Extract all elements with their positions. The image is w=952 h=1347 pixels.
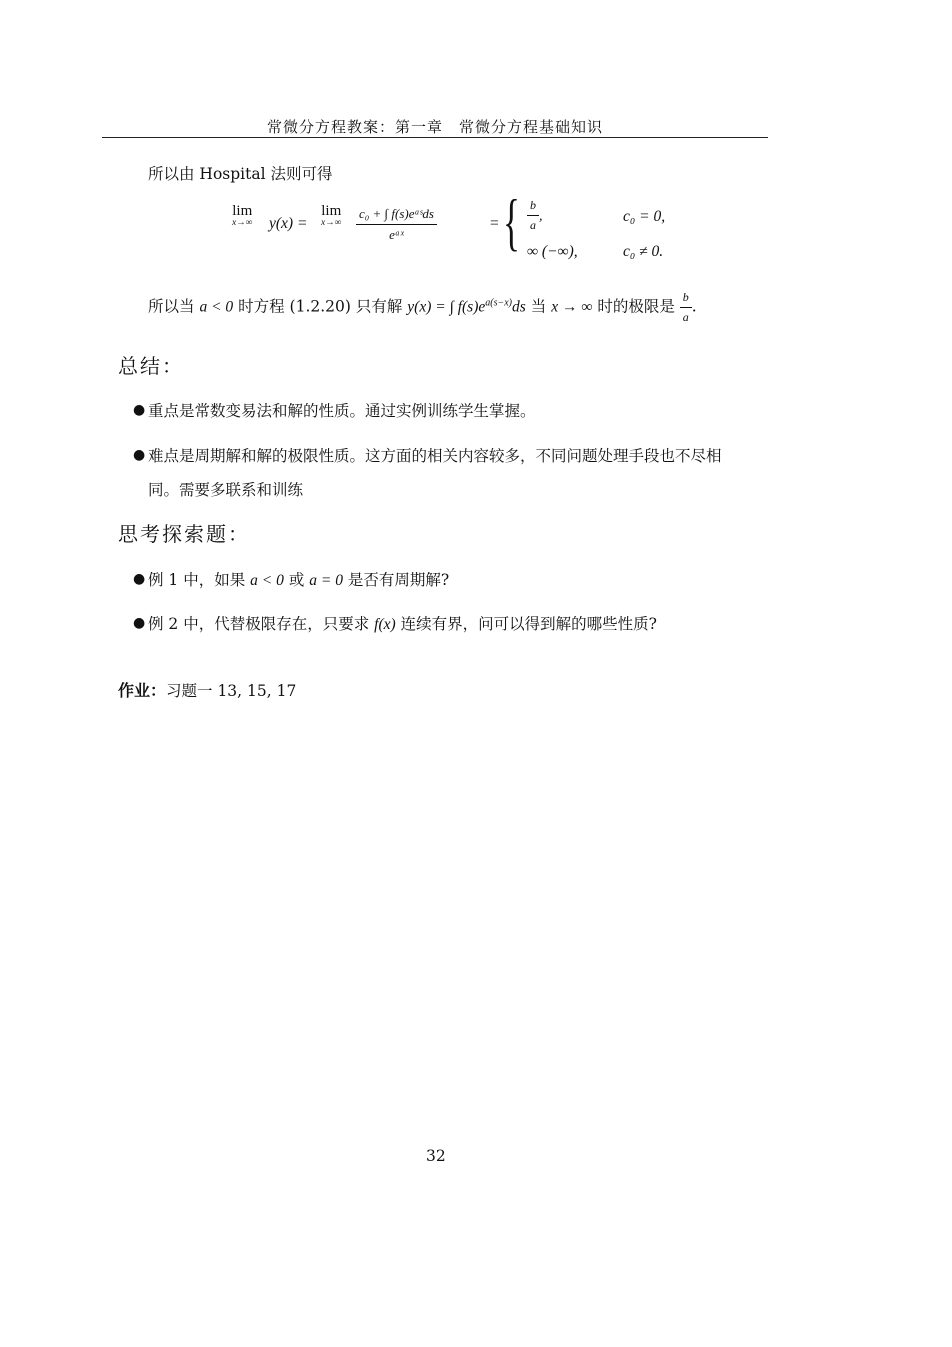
bullet-icon: ● — [133, 615, 146, 631]
intro-text: 所以由 Hospital 法则可得 — [148, 165, 333, 183]
limit-equation — [232, 203, 253, 228]
limit-fraction: $\frac{b}{a}$ — [680, 290, 692, 325]
page-number: 32 — [426, 1147, 446, 1165]
case1-value: $\frac{b}{a}$ , — [527, 198, 543, 233]
homework-text: 习题一 13, 15, 17 — [166, 682, 297, 700]
bullet-icon: ● — [133, 571, 146, 587]
conclusion-line: 所以当 a < 0 时方程 (1.2.20) 只有解 y(x) = ∫ $f(s)e^{a(s-x)}ds$ 当 x → ∞ 时的极限是 $\frac{b}{a}$ . — [148, 290, 697, 324]
homework-label: 作业： — [118, 681, 167, 700]
main-fraction — [356, 206, 437, 243]
case-brace: { — [503, 186, 520, 257]
page-header: 常微分方程教案：第一章 常微分方程基础知识 — [266, 118, 603, 136]
header-rule — [102, 137, 768, 138]
exploration-item: 例 1 中，如果 a < 0 或 a = 0 是否有周期解? — [148, 571, 450, 589]
exploration-heading: 思考探索题： — [118, 522, 250, 546]
exploration-item: 例 2 中，代替极限存在，只要求 f(x) 连续有界，问可以得到解的哪些性质? — [148, 615, 657, 633]
equals-sign: = — [489, 215, 500, 232]
fraction-numerator: c₀ + ∫ f(s)eᵃˢds — [356, 206, 437, 225]
summary-item: 重点是常数变易法和解的性质。通过实例训练学生掌握。 — [148, 402, 536, 420]
lim-operator-1: lim x→∞ — [232, 203, 253, 228]
summary-heading: 总结： — [118, 354, 184, 378]
summary-item-continued: 同。需要多联系和训练 — [148, 481, 304, 499]
case1-condition: c₀ = 0, — [623, 208, 666, 225]
fraction-denominator: eᵃˣ — [389, 227, 404, 242]
bullet-icon: ● — [133, 402, 146, 418]
case2-value: ∞ (−∞), — [527, 243, 578, 260]
case2-condition: c₀ ≠ 0. — [623, 243, 664, 260]
bullet-icon: ● — [133, 447, 146, 463]
homework-line — [118, 678, 296, 701]
lim-operator-2: lim x→∞ — [321, 203, 342, 228]
equation-lhs: y(x) = — [269, 215, 308, 232]
summary-item: 难点是周期解和解的极限性质。这方面的相关内容较多，不同问题处理手段也不尽相 — [148, 447, 722, 465]
